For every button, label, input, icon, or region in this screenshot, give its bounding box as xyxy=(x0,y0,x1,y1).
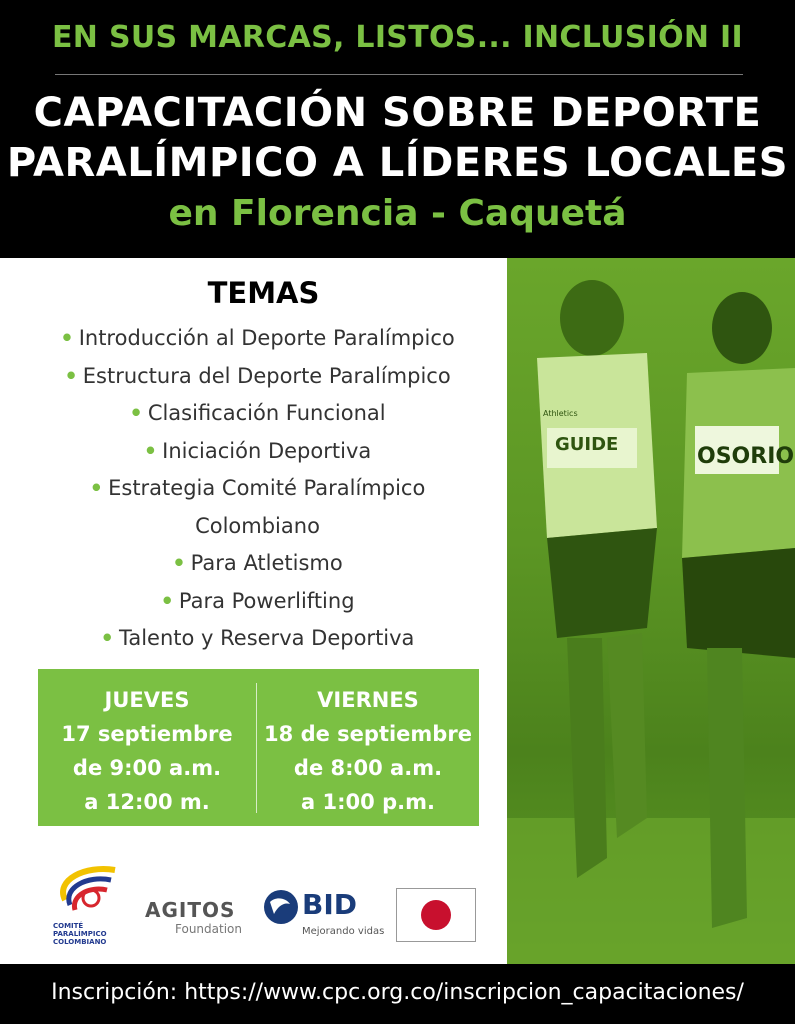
runners-image xyxy=(507,258,795,964)
registration-link[interactable]: Inscripción: https://www.cpc.org.co/inscripcion_capacitaciones/ xyxy=(51,980,744,1005)
registration-footer xyxy=(0,964,795,1024)
topic-item xyxy=(0,358,515,396)
day-name: VIERNES xyxy=(317,688,419,712)
topic-label: Para Atletismo xyxy=(190,551,343,575)
topic-label: Estrategia Comité Paralímpico xyxy=(108,476,426,500)
agitos-foundation-logo xyxy=(145,898,255,936)
topic-item xyxy=(0,320,515,358)
day-name: JUEVES xyxy=(104,688,190,712)
runner-bib: OSORIO xyxy=(697,444,795,469)
day-start-time: de 8:00 a.m. xyxy=(293,756,443,780)
event-title-line-1: CAPACITACIÓN SOBRE DEPORTE xyxy=(33,90,762,136)
bid-tagline: Mejorando vidas xyxy=(302,926,385,937)
topic-item xyxy=(0,545,515,583)
topic-label: Talento y Reserva Deportiva xyxy=(118,626,415,650)
cpc-logo-line-1: COMITÉ xyxy=(53,922,84,930)
event-title-line-2: PARALÍMPICO A LÍDERES LOCALES xyxy=(6,140,789,186)
bid-globe-icon xyxy=(262,888,300,926)
topic-label: Iniciación Deportiva xyxy=(162,438,372,463)
day-date: 18 de septiembre xyxy=(264,722,472,746)
day-date: 17 septiembre xyxy=(61,722,233,746)
cpc-logo-text xyxy=(53,922,133,946)
schedule-day-friday xyxy=(259,683,477,819)
topic-item xyxy=(0,395,515,433)
bullet-icon: • xyxy=(172,551,186,575)
topic-label: Estructura del Deporte Paralímpico xyxy=(82,363,451,388)
cpc-emblem-icon xyxy=(45,860,135,922)
athletes-photo xyxy=(507,258,795,964)
bullet-icon: • xyxy=(143,438,158,463)
header-divider xyxy=(55,74,743,75)
topics-list xyxy=(0,320,515,658)
cpc-logo-line-3: COLOMBIANO xyxy=(53,938,107,946)
poster-header xyxy=(0,0,795,258)
cpc-logo-line-2: PARALÍMPICO xyxy=(53,930,107,938)
day-start-time: de 9:00 a.m. xyxy=(72,756,222,780)
sponsor-logos xyxy=(0,848,507,958)
schedule-box xyxy=(38,669,479,826)
topic-label: Colombiano xyxy=(195,513,320,538)
event-location: en Florencia - Caquetá xyxy=(168,193,627,234)
bullet-icon: • xyxy=(160,588,174,613)
japan-flag-logo xyxy=(396,888,476,942)
day-end-time: a 1:00 p.m. xyxy=(301,790,435,814)
topic-item xyxy=(0,433,515,471)
topic-item xyxy=(0,470,515,508)
topic-label: Para Powerlifting xyxy=(178,588,355,613)
agitos-wordmark: AGITOS xyxy=(145,898,236,922)
schedule-divider xyxy=(256,683,257,813)
athletics-brand: Athletics xyxy=(543,409,578,418)
day-end-time: a 12:00 m. xyxy=(84,790,210,814)
guide-bib: GUIDE xyxy=(555,434,619,455)
bullet-icon: • xyxy=(89,476,104,500)
topics-panel xyxy=(0,258,507,964)
schedule-day-thursday xyxy=(38,683,256,819)
topic-item xyxy=(0,583,515,621)
bid-wordmark: BID xyxy=(302,888,358,921)
campaign-kicker: EN SUS MARCAS, LISTOS... INCLUSIÓN II xyxy=(52,20,743,55)
topic-label: Introducción al Deporte Paralímpico xyxy=(78,326,455,350)
topic-label: Clasificación Funcional xyxy=(147,401,386,425)
event-title xyxy=(0,88,795,188)
bid-logo xyxy=(262,888,385,938)
cpc-logo xyxy=(45,860,135,944)
topics-heading: TEMAS xyxy=(207,276,320,310)
japan-sun-icon xyxy=(421,900,451,930)
bullet-icon: • xyxy=(64,363,78,388)
bullet-icon: • xyxy=(100,626,114,650)
bullet-icon: • xyxy=(129,401,143,425)
bullet-icon: • xyxy=(60,326,74,350)
agitos-subtitle: Foundation xyxy=(175,922,242,936)
topic-item xyxy=(0,620,515,658)
topic-item-continuation xyxy=(0,508,515,546)
